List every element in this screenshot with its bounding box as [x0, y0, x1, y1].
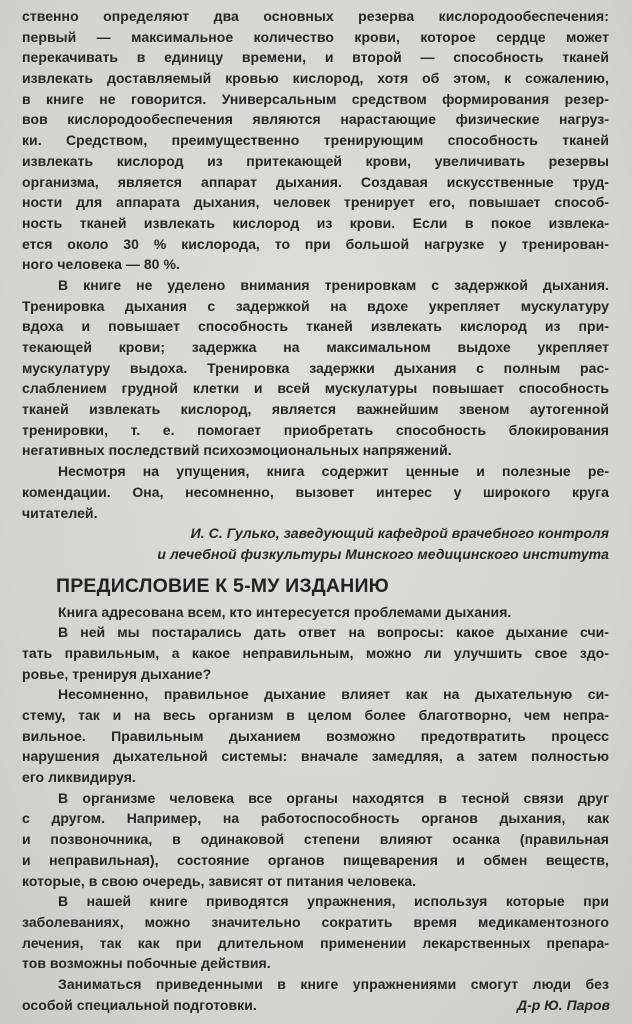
text-line: слаблением грудной клетки и всей мускулатуры повышает способность: [22, 380, 609, 397]
text-line: тов возможны побочные действия.: [22, 955, 271, 972]
text-line: тать правильным, а какое неправильным, можно ли улучшить свое здо-: [22, 644, 609, 661]
text-line: тканей извлекать кислород, является важнейшим звеном аутогенной: [22, 401, 609, 418]
text-line: Несмотря на упущения, книга содержит ценные и полезные ре-: [58, 463, 609, 480]
text-line: ровье, тренируя дыхание?: [22, 665, 212, 682]
text-line: вильное. Правильным дыханием возможно предотвратить процесс: [22, 727, 609, 744]
preface-paragraph: [22, 788, 609, 891]
signature-line: И. С. Гулько, заведующий кафедрой врачебного контроля: [190, 525, 609, 542]
text-line: перекачивать в единицу времени, и второй — способность тканей: [22, 49, 609, 66]
text-line: которые, в свою очередь, зависят от питания человека.: [22, 872, 417, 889]
text-line: Книга адресована всем, кто интересуется проблемами дыхания.: [58, 603, 512, 620]
text-line: ность тканей извлекать кислород из крови. Если в покое извлека-: [22, 214, 609, 231]
text-column: [22, 6, 609, 1015]
text-line: тренировки, т. е. помогает приобретать способность блокирования: [22, 421, 609, 438]
text-line: ки. Средством, преимущественно тренирующим способность тканей: [22, 132, 609, 149]
text-line: особой специальной подготовки.: [22, 996, 257, 1013]
text-line: с другом. Например, на работоспособность органов дыхания, как: [22, 810, 609, 827]
review-paragraph: [22, 6, 609, 275]
text-line: извлекать доставляемый кровью кислород, хотя об этом, к сожалению,: [22, 70, 609, 87]
review-paragraph: [22, 461, 609, 523]
text-line: В нашей книге приводятся упражнения, используя которые при: [58, 893, 609, 910]
preface-paragraph: [22, 622, 609, 684]
text-line: Заниматься приведенными в книге упражнениями смогут люди без: [58, 975, 609, 992]
text-line: Тренировка дыхания с задержкой на вдохе укрепляет мускулатуру: [22, 297, 609, 314]
text-line: его ликвидируя.: [22, 769, 136, 786]
text-line: и позвоночника, в одинаковой степени влияют осанка (правильная: [22, 831, 609, 848]
text-line: читателей.: [22, 504, 98, 521]
text-line: негативных последствий психоэмоциональных напряжений.: [22, 442, 452, 459]
text-line: ности для аппарата дыхания, человек тренирует его, повышает способ-: [22, 194, 609, 211]
text-line: ется около 30 % кислорода, то при большой нагрузке у тренирован-: [22, 235, 609, 252]
text-line: комендации. Она, несомненно, вызовет интерес у широкого круга: [22, 483, 609, 500]
text-line: стему, так и на весь организм в целом более благотворно, чем непра-: [22, 707, 609, 723]
preface-paragraph: [22, 684, 609, 787]
text-line: мускулатуру выдоха. Тренировка задержки дыхания с полным рас-: [22, 359, 609, 376]
text-line: текающей крови; задержка на максимальном выдохе укрепляет: [22, 339, 609, 355]
text-line: В организме человека все органы находятся в тесной связи друг: [58, 789, 609, 806]
text-line: первый — максимальное количество крови, которое сердце может: [22, 28, 609, 45]
section-heading: ПРЕДИСЛОВИЕ К 5-МУ ИЗДАНИЮ: [56, 574, 389, 597]
text-line: и неправильная), состояние органов пищеварения и обмен веществ,: [22, 851, 609, 868]
text-line: ного человека — 80 %.: [22, 256, 180, 273]
preface-paragraph: [22, 891, 609, 974]
signature-line: и лечебной физкультуры Минского медицинского института: [157, 545, 609, 562]
text-line: извлекать кислород из притекающей крови, увеличивать резервы: [22, 152, 609, 169]
text-line: В книге не уделено внимания тренировкам с задержкой дыхания.: [58, 276, 609, 293]
text-line: организма, является аппарат дыхания. Создавая искусственные труд-: [22, 173, 609, 190]
text-line: Несомненно, правильное дыхание влияет как на дыхательную си-: [58, 686, 609, 703]
text-line: лечения, так как при длительном применении лекарственных препара-: [22, 934, 609, 951]
review-signature: [22, 523, 609, 564]
review-paragraph: [22, 275, 609, 461]
text-line: вдоха и повышает способность тканей извлекать кислород из при-: [22, 318, 609, 335]
text-line: вов кислородообеспечения являются нарастающие физические нагруз-: [22, 111, 609, 128]
text-line: нарушения дыхательной системы: вначале замедляя, а затем полностью: [22, 748, 609, 765]
preface-paragraph: [22, 602, 609, 623]
text-line: ственно определяют два основных резерва кислородообеспечения:: [22, 8, 609, 24]
preface-author: Д-р Ю. Паров: [517, 997, 610, 1013]
text-line: заболеваниях, можно значительно сократить время медикаментозного: [22, 913, 609, 930]
text-line: в книге не говорится. Универсальным средством формирования резер-: [22, 90, 609, 107]
text-line: В ней мы постарались дать ответ на вопросы: какое дыхание счи-: [58, 624, 609, 641]
